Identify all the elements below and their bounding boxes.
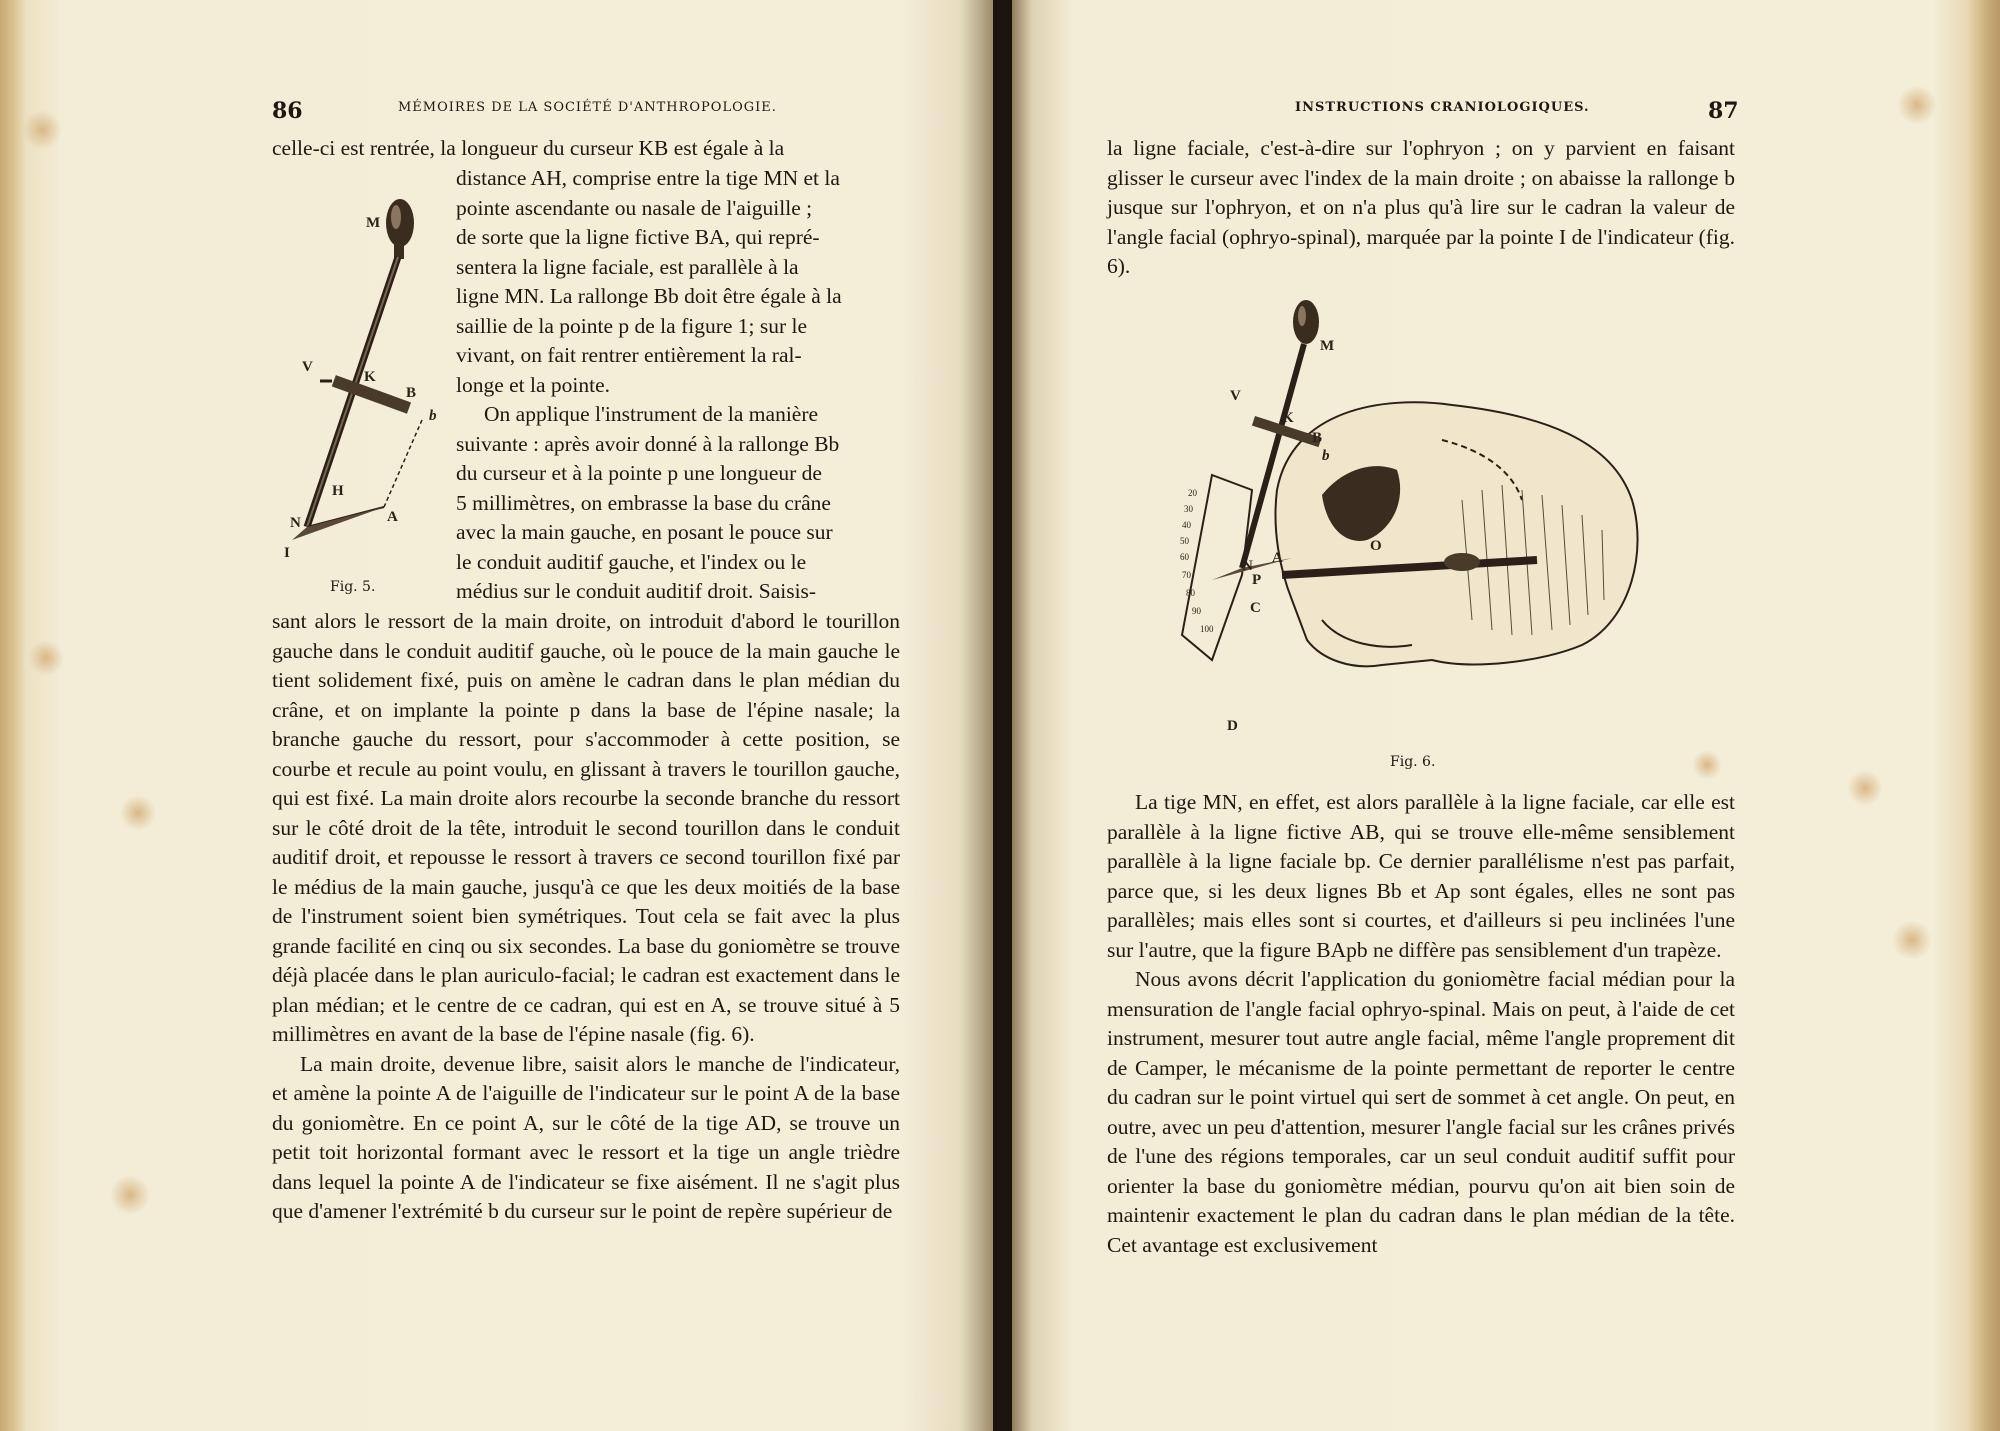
text-line: médius sur le conduit auditif droit. Saisis- <box>456 579 817 603</box>
svg-text:70: 70 <box>1182 570 1191 580</box>
label-p: P <box>1252 572 1262 588</box>
text-line: du curseur et à la pointe p une longueur de <box>456 461 822 485</box>
figure-5-caption: Fig. 5. <box>330 579 376 595</box>
label-m: M <box>1320 338 1335 354</box>
dashed-line-ba <box>384 420 422 507</box>
foxing-stain <box>22 110 62 150</box>
foxing-stain <box>110 1175 150 1215</box>
paragraph: la ligne faciale, c'est-à-dire sur l'ophryon ; on y parvient en faisant glisser le curseur avec l'index de la main droite ; on abaisse la rallonge b jusque sur l'ophryon, et on n'a plus qu'à lire sur le cadran la valeur de l'angle facial (ophryo-spinal), marquée par la pointe I de l'indicateur (fig. 6). <box>1107 136 1735 278</box>
running-head: MÉMOIRES DE LA SOCIÉTÉ D'ANTHROPOLOGIE. <box>398 100 777 115</box>
text-line: celle-ci est rentrée, la longueur du curseur KB est égale à la <box>272 136 785 160</box>
figure-6-illustration <box>1142 300 1742 760</box>
label-v: V <box>1230 388 1241 404</box>
foxing-stain <box>120 795 156 831</box>
handle-knob <box>1293 300 1319 344</box>
wrapped-text-column <box>456 164 900 607</box>
running-head: INSTRUCTIONS CRANIOLOGIQUES. <box>1295 100 1590 115</box>
label-b: B <box>1312 430 1323 446</box>
text-line: distance AH, comprise entre la tige MN et la <box>456 166 840 190</box>
label-b: B <box>406 385 417 401</box>
page-number: 86 <box>272 98 303 124</box>
text-line: le conduit auditif gauche, et l'index ou le <box>456 549 807 574</box>
paragraph: sant alors le ressort de la main droite, on introduit d'abord le tourillon gauche dans le conduit auditif gauche, où le pouce de la main gauche le tient solidement fixé, puis on amène le cadran dans le plan médian du crâne, et on implante la pointe p dans la base de l'épine nasale; la branche gauche du ressort, pour s'accommoder à cette position, se courbe et recule au point voulu, en glissant à travers le tourillon gauche, qui est fixé. La main droite alors recourbe la seconde branche du ressort sur le côté droit de la tête, introduit le second tourillon dans le conduit auditif droit, et repousse le ressort à travers ce second tourillon fixé par le médius de la main gauche, jusqu'à ce que les deux moitiés de la base de l'instrument soient bien symétriques. Tout cela se fait avec la plus grande facilité en cinq ou six secondes. La base du goniomètre se trouve déjà placée dans le plan auriculo-facial; le cadran est exactement dans le plan médian; et le centre de ce cadran, qui est en A, se trouve situé à 5 millimètres en avant de la base de l'épine nasale (fig. 6). <box>272 609 900 1046</box>
label-k: K <box>1282 410 1294 426</box>
text-line: avec la main gauche, en posant le pouce sur <box>456 520 833 544</box>
text-line: 5 millimètres, on embrasse la base du crâne <box>456 490 831 515</box>
svg-text:60: 60 <box>1180 552 1189 562</box>
label-h: H <box>332 483 344 499</box>
label-n: N <box>290 515 301 531</box>
right-top-text <box>1107 134 1735 282</box>
paragraph: Nous avons décrit l'application du goniomètre facial médian pour la mensuration de l'angle facial ophryo-spinal. Mais on peut, à l'aide de cet instrument, mesurer tout autre angle facial, même l'angle proprement dit de Camper, le mécanisme de la pointe permettant de reporter le centre du cadran sur le point virtuel qui sert de sommet à cet angle. On peut, en outre, avec un peu d'attention, mesurer l'angle facial sur les crânes privés de l'une des régions temporales, car un seul conduit auditif suffit pour orienter la base du goniomètre médian, pourvu qu'on ait bien soin de maintenir exactement le plan du cadran dans le plan médian de la tête. Cet avantage est exclusivement <box>1107 967 1735 1257</box>
dial-ticks <box>1180 488 1214 634</box>
first-line <box>272 134 900 164</box>
svg-text:20: 20 <box>1188 488 1197 498</box>
book-gutter <box>993 0 1012 1431</box>
label-c: C <box>1250 600 1261 616</box>
page-number: 87 <box>1708 98 1739 124</box>
handle-highlight <box>1298 306 1306 326</box>
label-a: A <box>387 509 398 525</box>
foxing-stain <box>1897 85 1937 125</box>
right-body <box>1107 788 1735 1260</box>
paragraph: La tige MN, en effet, est alors parallèle à la ligne faciale, car elle est parallèle à la ligne fictive AB, qui se trouve elle-même sensiblement parallèle à la ligne faciale bp. Ce dernier parallélisme n'est pas parfait, parce que, si les deux lignes Bb et Ap sont égales, elles ne sont pas parallèles; mais elles sont si courtes, et d'ailleurs si peu inclinées l'une sur l'autre, que la figure BApb ne diffère pas sensiblement d'un trapèze. <box>1107 790 1735 962</box>
right-page <box>1012 0 2000 1431</box>
figure-5-illustration <box>272 195 452 610</box>
label-b-small: b <box>429 408 437 424</box>
left-page <box>0 0 993 1431</box>
handle-highlight <box>391 205 401 229</box>
ear-piece-o <box>1444 553 1480 571</box>
text-line: longe et la pointe. <box>456 372 611 397</box>
label-i: I <box>284 545 290 561</box>
label-v: V <box>302 359 313 375</box>
text-line: suivante : après avoir donné à la rallonge Bb <box>456 431 840 456</box>
foxing-stain <box>1847 770 1883 806</box>
svg-text:100: 100 <box>1200 624 1214 634</box>
text-line: ligne MN. La rallonge Bb doit être égale à la <box>456 284 842 308</box>
label-m: M <box>366 215 381 231</box>
svg-text:30: 30 <box>1184 504 1193 514</box>
paragraph: La main droite, devenue libre, saisit alors le manche de l'indicateur, et amène la pointe A de l'aiguille de l'indicateur sur le point A de la base du goniomètre. En ce point A, sur le côté de la tige AD, se trouve un petit toit horizontal formant avec le ressort et la tige un angle trièdre dans lequel la pointe A de l'indicateur se fixe aisément. Il ne s'agit plus que d'amener l'extrémité b du curseur sur le point de repère supérieur de <box>272 1051 900 1223</box>
svg-text:80: 80 <box>1186 588 1195 598</box>
text-line: vivant, on fait rentrer entièrement la ral- <box>456 343 802 367</box>
text-line: de sorte que la ligne fictive BA, qui repré- <box>456 225 820 249</box>
left-body <box>272 607 900 1227</box>
label-k: K <box>364 369 376 385</box>
label-n: N <box>1242 558 1253 574</box>
label-a: A <box>1272 550 1283 566</box>
svg-text:50: 50 <box>1180 536 1189 546</box>
foxing-stain <box>1892 920 1932 960</box>
svg-text:90: 90 <box>1192 606 1201 616</box>
label-d: D <box>1227 718 1238 734</box>
svg-text:40: 40 <box>1182 520 1191 530</box>
text-line: saillie de la pointe p de la figure 1; sur le <box>456 313 808 338</box>
foxing-stain <box>28 640 64 676</box>
text-line: pointe ascendante ou nasale de l'aiguille ; <box>456 195 813 220</box>
text-line: On applique l'instrument de la manière <box>484 402 819 426</box>
label-b-small: b <box>1322 448 1330 464</box>
text-line: sentera la ligne faciale, est parallèle à la <box>456 254 799 279</box>
label-o: O <box>1370 538 1382 554</box>
figure-6-caption: Fig. 6. <box>1390 754 1436 770</box>
